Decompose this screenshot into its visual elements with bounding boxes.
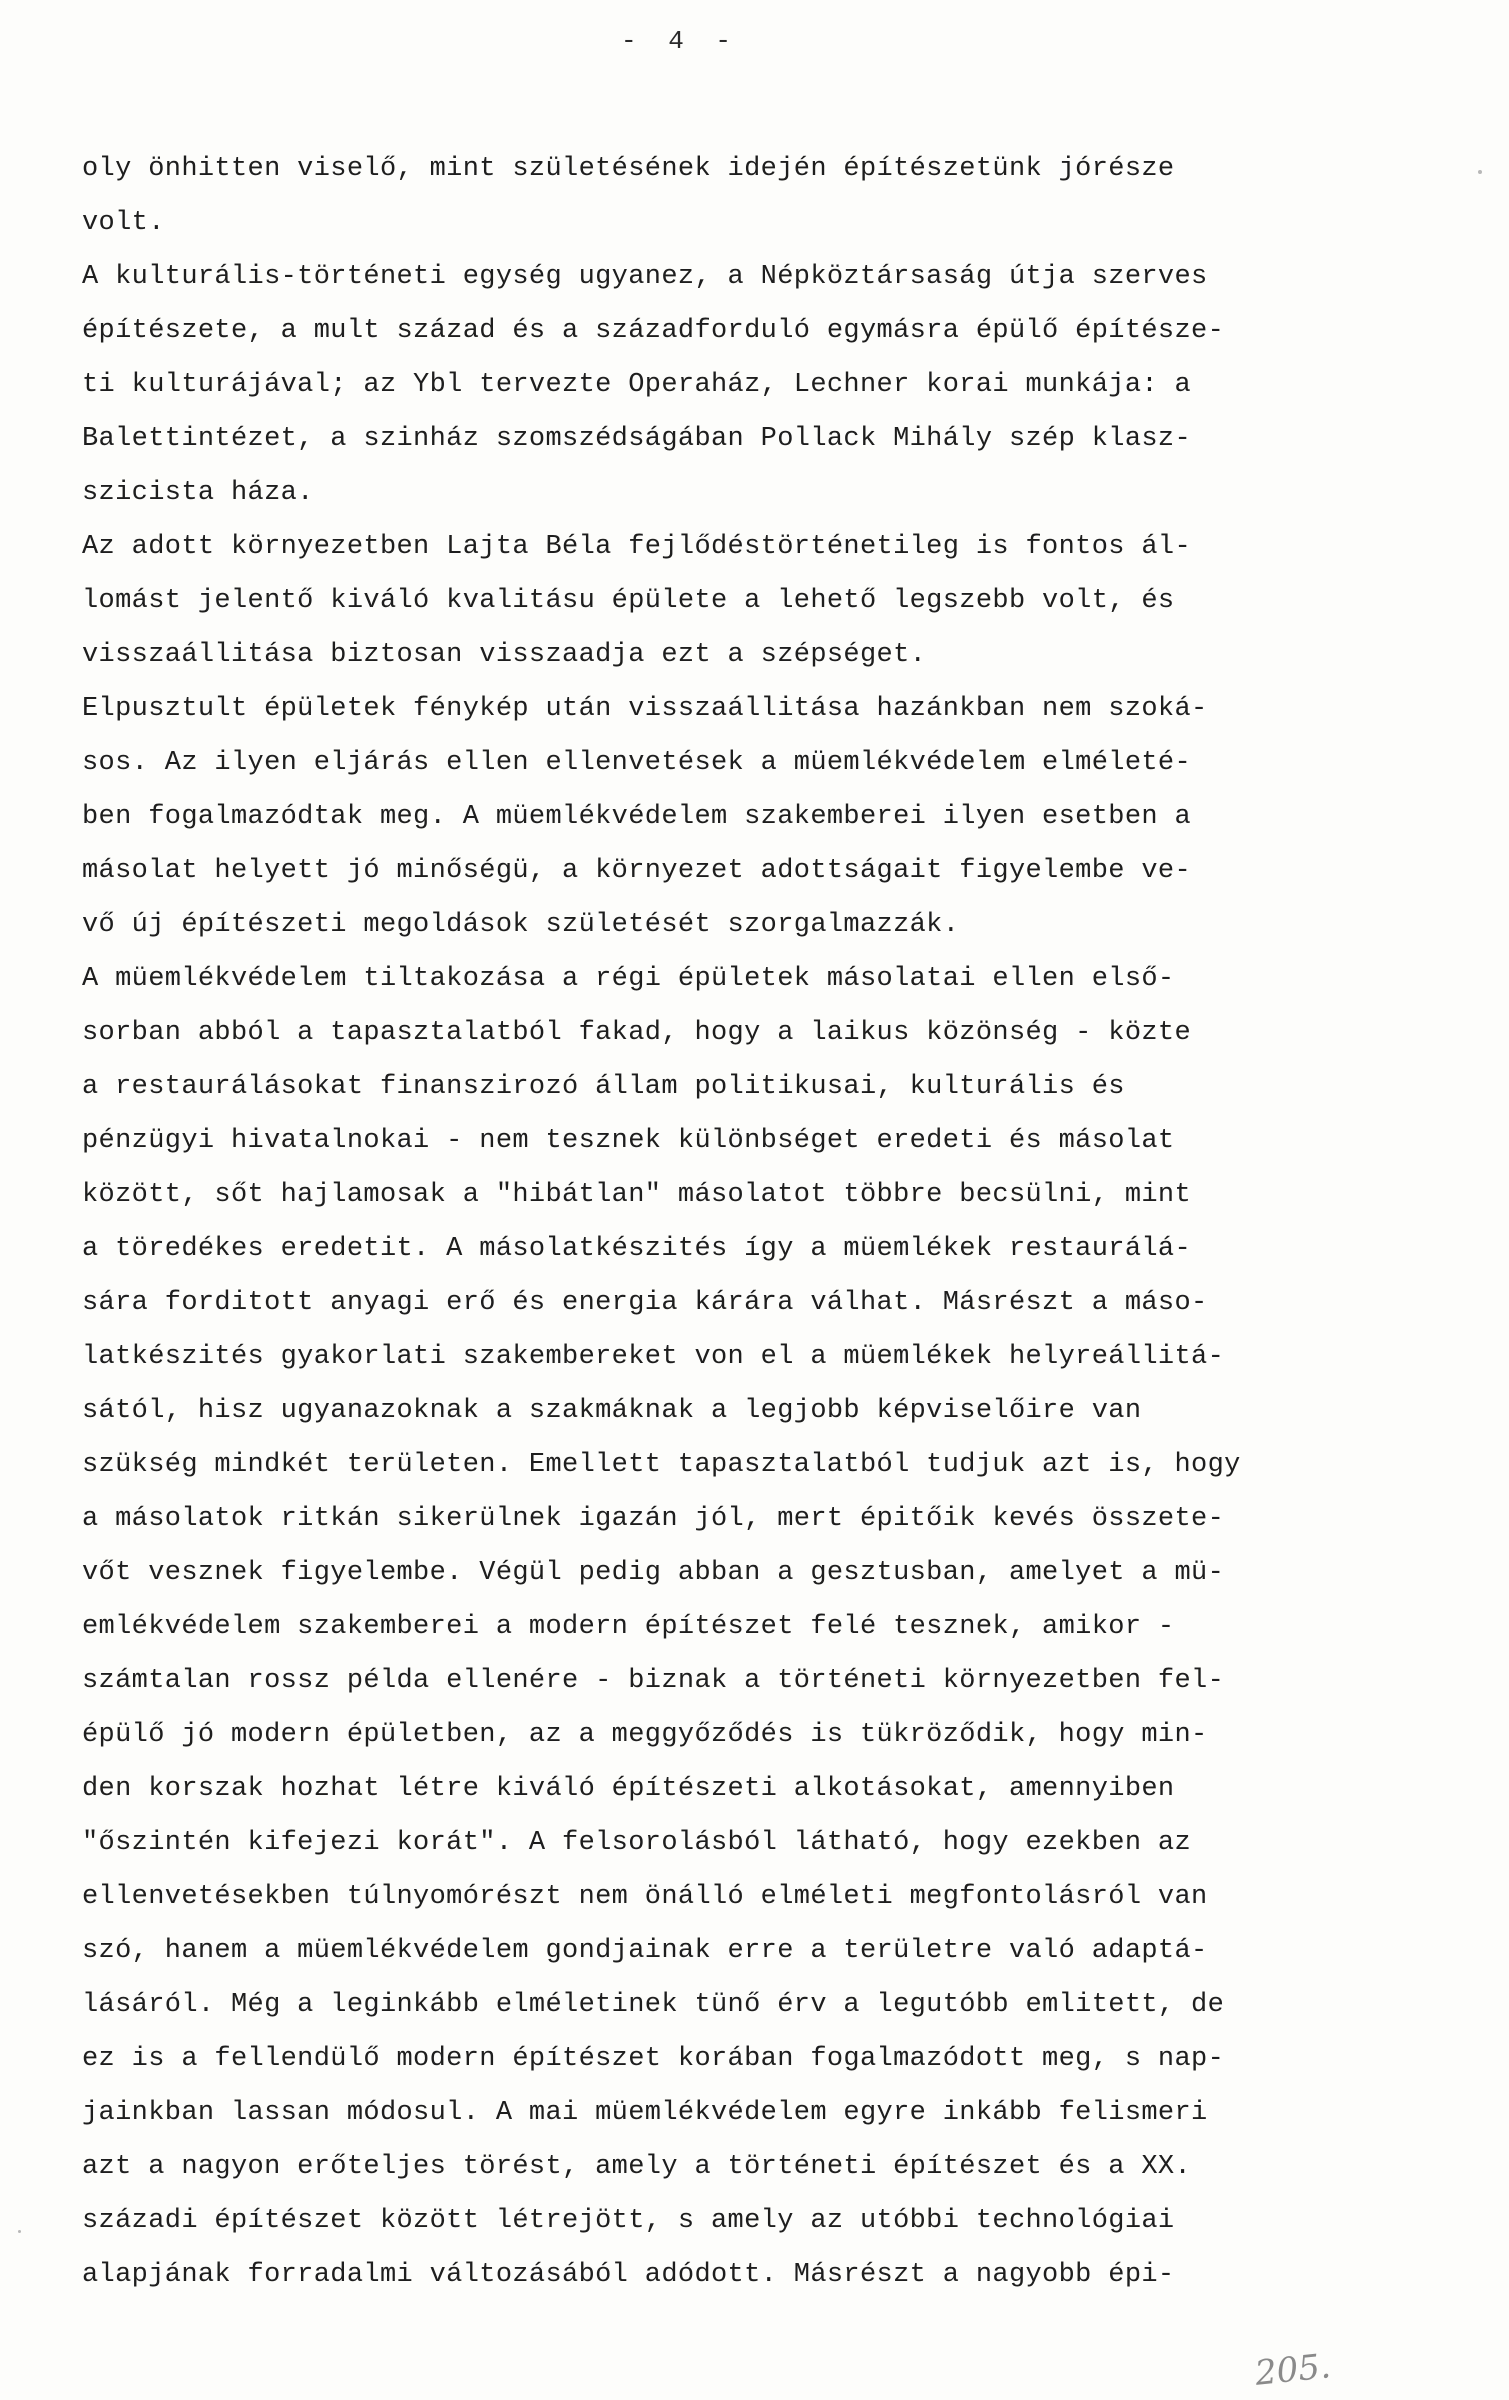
text-line: oly önhitten viselő, mint születésének idején építészetünk jórésze: [82, 154, 1175, 184]
text-line: között, sőt hajlamosak a "hibátlan" másolatot többre becsülni, mint: [82, 1180, 1192, 1210]
text-line: számtalan rossz példa ellenére - biznak a történeti környezetben fel-: [82, 1666, 1225, 1696]
text-line: ez is a fellendülő modern építészet korában fogalmazódott meg, s nap-: [82, 2044, 1225, 2074]
text-line: sától, hisz ugyanazoknak a szakmáknak a legjobb képviselőire van: [82, 1396, 1142, 1426]
text-line: vő új építészeti megoldások születését szorgalmazzák.: [82, 910, 960, 940]
text-line: másolat helyett jó minőségü, a környezet adottságait figyelembe ve-: [82, 856, 1192, 886]
text-line: szicista háza.: [82, 478, 314, 508]
scan-speck: [1478, 170, 1482, 174]
text-line: ti kulturájával; az Ybl tervezte Operaház, Lechner korai munkája: a: [82, 370, 1192, 400]
text-line: A müemlékvédelem tiltakozása a régi épületek másolatai ellen első-: [82, 964, 1175, 994]
text-line: a restaurálásokat finanszirozó állam politikusai, kulturális és: [82, 1072, 1125, 1102]
text-line: sára forditott anyagi erő és energia kárára válhat. Másrészt a máso-: [82, 1288, 1208, 1318]
text-line: sorban abból a tapasztalatból fakad, hogy a laikus közönség - közte: [82, 1018, 1192, 1048]
text-line: lomást jelentő kiváló kvalitásu épülete a lehető legszebb volt, és: [82, 586, 1175, 616]
text-line: emlékvédelem szakemberei a modern építészet felé tesznek, amikor -: [82, 1612, 1175, 1642]
text-line: azt a nagyon erőteljes törést, amely a történeti építészet és a XX.: [82, 2152, 1192, 2182]
text-line: épülő jó modern épületben, az a meggyőződés is tükröződik, hogy min-: [82, 1720, 1208, 1750]
text-line: századi építészet között létrejött, s amely az utóbbi technológiai: [82, 2206, 1175, 2236]
text-line: latkészités gyakorlati szakembereket von el a müemlékek helyreállitá-: [82, 1342, 1225, 1372]
page-number: - 4 -: [620, 26, 739, 56]
text-line: ellenvetésekben túlnyomórészt nem önálló elméleti megfontolásról van: [82, 1882, 1208, 1912]
handwritten-page-note: 205.: [1253, 2346, 1333, 2394]
text-line: lásáról. Még a leginkább elméletinek tünő érv a legutóbb emlitett, de: [82, 1990, 1225, 2020]
text-line: vőt vesznek figyelembe. Végül pedig abban a gesztusban, amelyet a mü-: [82, 1558, 1225, 1588]
text-line: jainkban lassan módosul. A mai müemlékvédelem egyre inkább felismeri: [82, 2098, 1208, 2128]
text-line: a másolatok ritkán sikerülnek igazán jól, mert épitőik kevés összete-: [82, 1504, 1225, 1534]
text-line: volt.: [82, 208, 165, 238]
text-line: a töredékes eredetit. A másolatkészités így a müemlékek restaurálá-: [82, 1234, 1192, 1264]
text-line: Balettintézet, a szinház szomszédságában Pollack Mihály szép klasz-: [82, 424, 1192, 454]
text-line: Elpusztult épületek fénykép után visszaállitása hazánkban nem szoká-: [82, 694, 1208, 724]
body-text: [82, 142, 1462, 2302]
text-line: den korszak hozhat létre kiváló építészeti alkotásokat, amennyiben: [82, 1774, 1175, 1804]
text-line: "őszintén kifejezi korát". A felsorolásból látható, hogy ezekben az: [82, 1828, 1192, 1858]
text-line: sos. Az ilyen eljárás ellen ellenvetések a müemlékvédelem elméleté-: [82, 748, 1192, 778]
text-line: szükség mindkét területen. Emellett tapasztalatból tudjuk azt is, hogy: [82, 1450, 1241, 1480]
text-line: visszaállitása biztosan visszaadja ezt a szépséget.: [82, 640, 927, 670]
text-line: alapjának forradalmi változásából adódott. Másrészt a nagyobb épi-: [82, 2260, 1175, 2290]
text-line: szó, hanem a müemlékvédelem gondjainak erre a területre való adaptá-: [82, 1936, 1208, 1966]
text-line: Az adott környezetben Lajta Béla fejlődéstörténetileg is fontos ál-: [82, 532, 1192, 562]
text-line: építészete, a mult század és a századforduló egymásra épülő építésze-: [82, 316, 1225, 346]
text-line: ben fogalmazódtak meg. A müemlékvédelem szakemberei ilyen esetben a: [82, 802, 1192, 832]
text-line: pénzügyi hivatalnokai - nem tesznek különbséget eredeti és másolat: [82, 1126, 1175, 1156]
scan-speck: [18, 2230, 21, 2233]
text-line: A kulturális-történeti egység ugyanez, a Népköztársaság útja szerves: [82, 262, 1208, 292]
